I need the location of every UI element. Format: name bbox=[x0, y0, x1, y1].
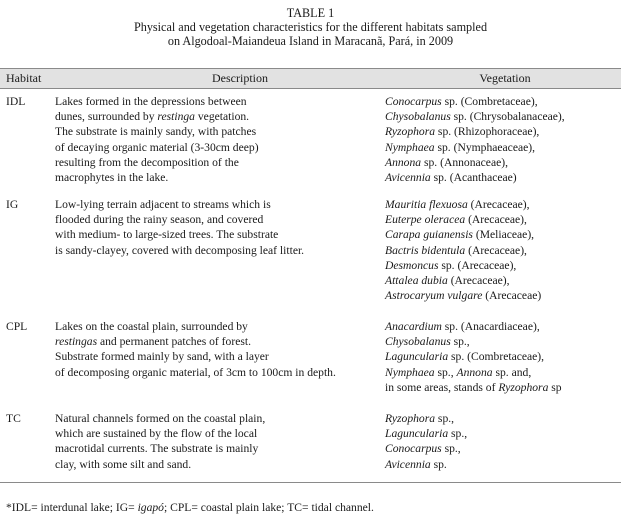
text-line bbox=[385, 411, 621, 426]
italic-text: Laguncularia bbox=[385, 427, 449, 441]
text-line bbox=[55, 124, 385, 139]
text-line bbox=[385, 349, 621, 364]
text-run: sp., bbox=[450, 335, 470, 349]
text-run: (Arecaceae), bbox=[465, 213, 527, 227]
italic-text: Nymphaea bbox=[385, 140, 435, 154]
text-run: sp., bbox=[435, 412, 455, 425]
text-line bbox=[55, 365, 385, 380]
text-run: of decaying organic material (3-30cm deep) bbox=[55, 140, 259, 154]
italic-text: Nymphaea bbox=[385, 365, 435, 379]
table-header-row bbox=[0, 68, 621, 89]
text-line bbox=[385, 124, 621, 139]
habitat-code: CPL bbox=[6, 320, 28, 333]
text-run: and permanent patches of forest. bbox=[97, 335, 251, 349]
italic-text: Euterpe oleracea bbox=[385, 213, 466, 227]
text-line bbox=[385, 227, 621, 242]
text-line bbox=[385, 109, 621, 124]
text-run: sp. (Anacardiaceae), bbox=[441, 320, 540, 333]
text-line bbox=[385, 170, 621, 185]
text-run: sp., bbox=[448, 427, 468, 441]
text-run: sp. (Rhizophoraceae), bbox=[435, 125, 540, 139]
italic-text: Annona bbox=[456, 365, 493, 379]
header-habitat: Habitat bbox=[6, 71, 42, 85]
text-line bbox=[385, 426, 621, 441]
header-description: Description bbox=[212, 71, 268, 85]
text-line bbox=[385, 288, 621, 303]
text-run: which are sustained by the flow of the local bbox=[55, 427, 258, 441]
text-run: clay, with some silt and sand. bbox=[55, 457, 192, 471]
text-run: Substrate formed mainly by sand, with a layer bbox=[55, 350, 269, 364]
text-line bbox=[55, 457, 385, 472]
table-label: TABLE 1 bbox=[286, 6, 335, 20]
text-run: (Arecaceae), bbox=[465, 243, 527, 257]
text-line bbox=[385, 94, 621, 109]
description-cell bbox=[55, 197, 385, 258]
table-bottom-rule bbox=[0, 482, 621, 483]
text-line bbox=[385, 140, 621, 155]
text-line bbox=[385, 365, 621, 380]
text-run: *IDL= interdunal lake; IG= bbox=[6, 501, 138, 514]
text-line bbox=[55, 334, 385, 349]
italic-text: Anacardium bbox=[385, 320, 442, 333]
text-line bbox=[55, 319, 385, 334]
text-line bbox=[55, 197, 385, 212]
text-line bbox=[55, 155, 385, 170]
italic-text: Carapa guianensis bbox=[385, 228, 473, 242]
italic-text: Conocarpus bbox=[385, 442, 442, 456]
text-run: vegetation. bbox=[194, 110, 250, 124]
text-run: sp. (Combretaceae), bbox=[448, 350, 545, 364]
text-line bbox=[385, 212, 621, 227]
text-run: resulting from the decomposition of the bbox=[55, 155, 239, 169]
text-run: sp. (Acanthaceae) bbox=[430, 170, 517, 184]
text-line bbox=[55, 426, 385, 441]
italic-text: Annona bbox=[385, 155, 422, 169]
italic-text: Ryzophora bbox=[498, 380, 549, 394]
vegetation-cell bbox=[385, 94, 621, 185]
text-run: The substrate is mainly sandy, with patches bbox=[55, 125, 257, 139]
italic-text: Conocarpus bbox=[385, 95, 442, 108]
habitat-code: IG bbox=[6, 198, 19, 211]
text-run: (Arecaceae), bbox=[467, 198, 530, 211]
text-run: sp bbox=[548, 380, 562, 394]
italic-text: Bactris bidentula bbox=[385, 243, 466, 257]
text-run: ; CPL= coastal plain lake; TC= tidal channel. bbox=[163, 501, 374, 514]
text-line bbox=[55, 243, 385, 258]
description-cell bbox=[55, 319, 385, 380]
italic-text: Ryzophora bbox=[385, 412, 436, 425]
description-cell bbox=[55, 411, 385, 472]
text-run: sp. (Chrysobalanaceae), bbox=[450, 110, 565, 124]
text-run: sp., bbox=[441, 442, 461, 456]
text-line bbox=[385, 319, 621, 334]
text-line bbox=[55, 212, 385, 227]
habitat-code: TC bbox=[6, 412, 21, 425]
text-line bbox=[55, 170, 385, 185]
text-run: macrotidal currents. The substrate is mainly bbox=[55, 442, 259, 456]
italic-text: Desmoncus bbox=[385, 258, 439, 272]
text-line bbox=[55, 411, 385, 426]
text-run: Lakes formed in the depressions between bbox=[55, 95, 247, 108]
text-line bbox=[385, 243, 621, 258]
text-run: in some areas, stands of bbox=[385, 380, 499, 394]
italic-text: Mauritia flexuosa bbox=[385, 198, 468, 211]
text-run: Natural channels formed on the coastal plain, bbox=[55, 412, 266, 425]
text-line bbox=[385, 273, 621, 288]
italic-text: Avicennia bbox=[385, 170, 431, 184]
header-vegetation: Vegetation bbox=[479, 71, 531, 85]
italic-text: restinga bbox=[157, 110, 195, 124]
italic-text: Avicennia bbox=[385, 457, 431, 471]
text-run: sp., bbox=[434, 365, 457, 379]
text-run: sp. and, bbox=[492, 365, 532, 379]
text-line bbox=[55, 94, 385, 109]
italic-text: Ryzophora bbox=[385, 125, 436, 139]
text-line bbox=[55, 109, 385, 124]
text-run: Lakes on the coastal plain, surrounded by bbox=[55, 320, 248, 333]
vegetation-cell bbox=[385, 411, 621, 472]
text-line bbox=[55, 227, 385, 242]
vegetation-cell bbox=[385, 197, 621, 303]
text-run: sp. (Combretaceae), bbox=[441, 95, 538, 108]
text-run: sp. (Annonaceae), bbox=[421, 155, 508, 169]
text-run: macrophytes in the lake. bbox=[55, 170, 169, 184]
text-line bbox=[385, 441, 621, 456]
italic-text: Laguncularia bbox=[385, 350, 449, 364]
text-run: with medium- to large-sized trees. The substrate bbox=[55, 228, 279, 242]
text-run: Low-lying terrain adjacent to streams which is bbox=[55, 198, 271, 211]
text-line bbox=[385, 380, 621, 395]
table-caption-line-2: on Algodoal-Maiandeua Island in Maracanã, Pará, in 2009 bbox=[167, 34, 454, 48]
text-run: dunes, surrounded by bbox=[55, 110, 158, 124]
text-run: flooded during the rainy season, and covered bbox=[55, 213, 264, 227]
text-run: sp. (Nymphaeaceae), bbox=[434, 140, 536, 154]
text-line bbox=[385, 258, 621, 273]
description-cell bbox=[55, 94, 385, 185]
table-caption-line-1: Physical and vegetation characteristics for the different habitats sampled bbox=[133, 20, 488, 34]
italic-text: Chysobalanus bbox=[385, 110, 451, 124]
text-line bbox=[55, 349, 385, 364]
italic-text: Attalea dubia bbox=[385, 273, 448, 287]
text-line bbox=[55, 140, 385, 155]
text-run: sp. (Arecaceae), bbox=[438, 258, 517, 272]
text-line bbox=[385, 457, 621, 472]
text-line bbox=[385, 155, 621, 170]
text-run: (Arecaceae) bbox=[482, 289, 542, 303]
table-footnote bbox=[6, 500, 374, 515]
text-run: (Arecaceae), bbox=[447, 273, 510, 287]
italic-text: Chysobalanus bbox=[385, 335, 451, 349]
vegetation-cell bbox=[385, 319, 621, 395]
text-run: is sandy-clayey, covered with decomposing leaf litter. bbox=[55, 243, 305, 257]
text-run: of decomposing organic material, of 3cm to 100cm in depth. bbox=[55, 365, 336, 379]
text-line bbox=[55, 441, 385, 456]
italic-text: igapó bbox=[137, 501, 164, 514]
text-run: sp. bbox=[430, 457, 447, 471]
text-line bbox=[385, 334, 621, 349]
text-run: (Meliaceae), bbox=[472, 228, 535, 242]
habitat-code: IDL bbox=[6, 95, 26, 108]
italic-text: restingas bbox=[55, 335, 98, 349]
text-line bbox=[385, 197, 621, 212]
italic-text: Astrocaryum vulgare bbox=[385, 289, 483, 303]
